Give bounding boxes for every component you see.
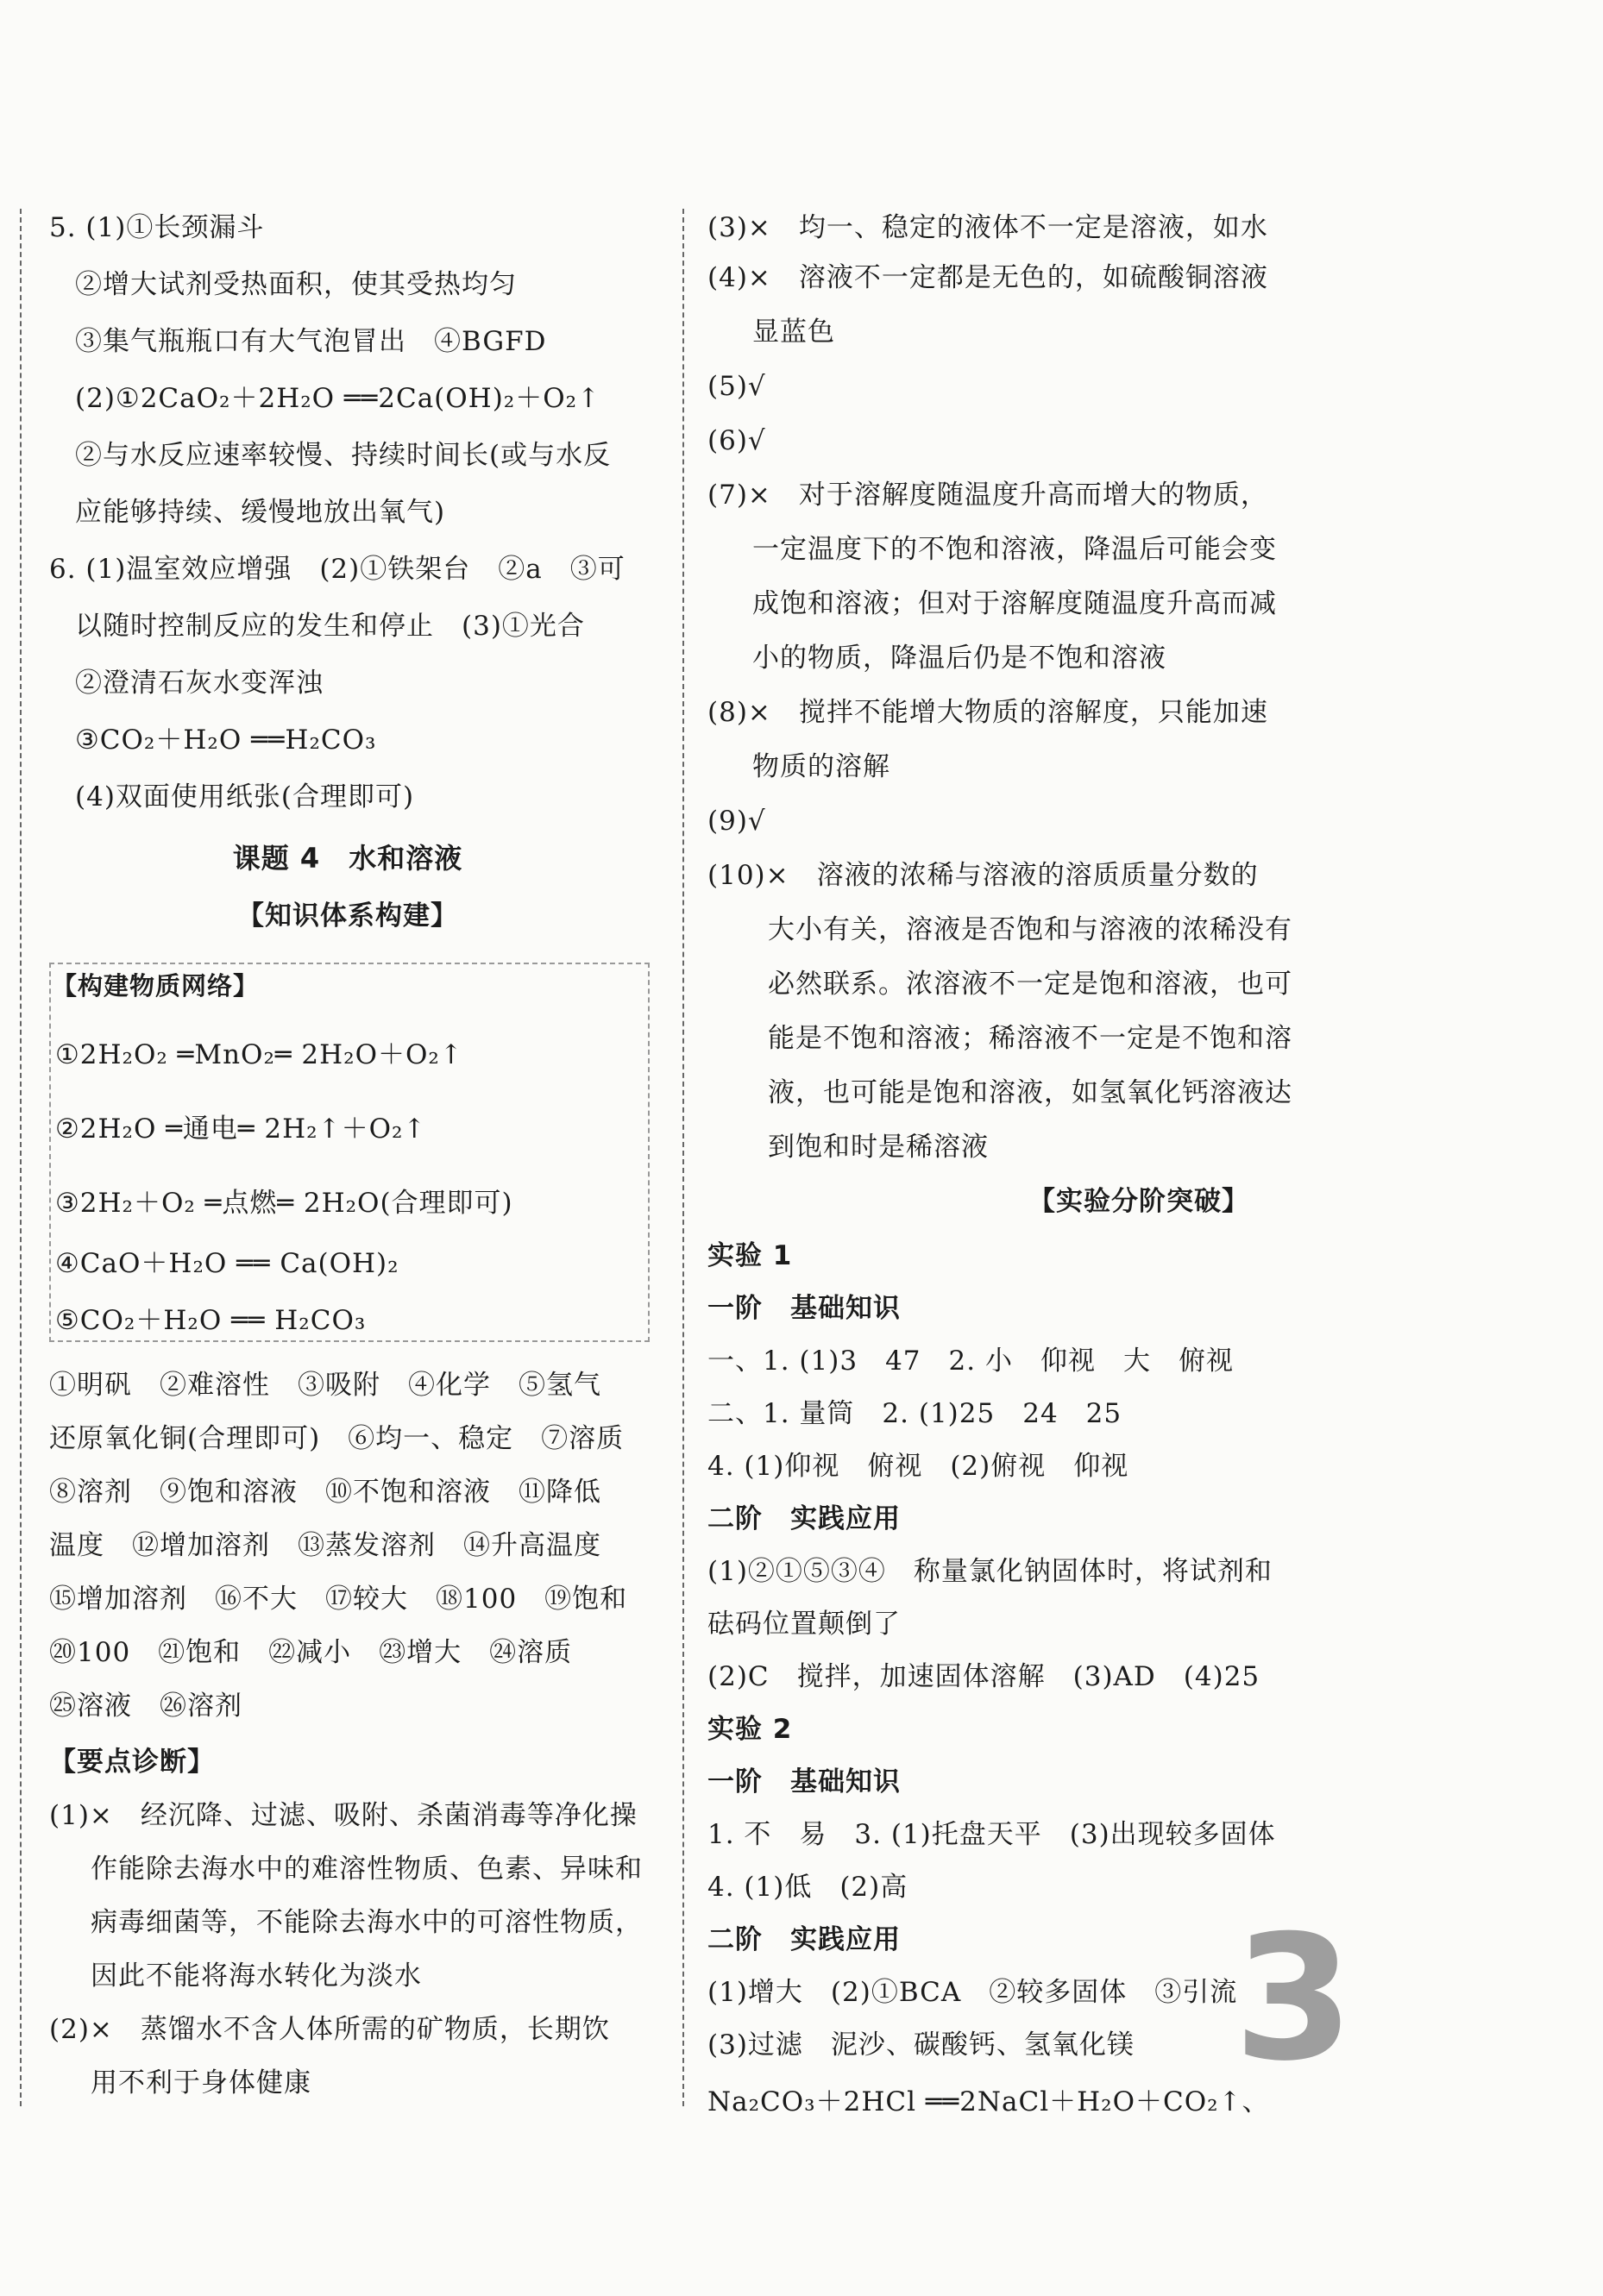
diagnosis-6: (6)√ <box>707 425 766 456</box>
diagnosis-10-line-1: (10)× 溶液的浓稀与溶液的溶质质量分数的 <box>707 860 1259 891</box>
q6-line-1: 6. (1)温室效应增强 (2)①铁架台 ②a ③可 <box>49 554 625 585</box>
diagnosis-1-line-1: (1)× 经沉降、过滤、吸附、杀菌消毒等净化操 <box>49 1800 638 1831</box>
equation-3: ③2H₂＋O₂ ═点燃═ 2H₂O(合理即可) <box>55 1188 513 1219</box>
answers-line-5: ⑮增加溶剂 ⑯不大 ⑰较大 ⑱100 ⑲饱和 <box>49 1584 628 1615</box>
experiment-1-line-5: 砝码位置颠倒了 <box>707 1609 901 1640</box>
equation-5: ⑤CO₂＋H₂O ══ H₂CO₃ <box>55 1305 367 1336</box>
network-title: 【构建物质网络】 <box>52 971 260 1001</box>
diagnosis-7-line-4: 小的物质，降温后仍是不饱和溶液 <box>752 643 1166 674</box>
diagnosis-1-line-2: 作能除去海水中的难溶性物质、色素、异味和 <box>91 1854 643 1885</box>
diagnosis-4-line-1: (4)× 溶液不一定都是无色的，如硫酸铜溶液 <box>707 262 1268 293</box>
q6-line-5: (4)双面使用纸张(合理即可) <box>75 781 415 812</box>
diagnosis-10-line-3: 必然联系。浓溶液不一定是饱和溶液，也可 <box>768 969 1292 1000</box>
q6-line-3: ②澄清石灰水变浑浊 <box>75 668 324 699</box>
diagnosis-9: (9)√ <box>707 806 766 837</box>
experiment-1-stage-2: 二阶 实践应用 <box>707 1503 901 1534</box>
answers-line-3: ⑧溶剂 ⑨饱和溶液 ⑩不饱和溶液 ⑪降低 <box>49 1477 601 1508</box>
experiment-1-stage-1: 一阶 基础知识 <box>707 1293 901 1324</box>
q6-line-2: 以随时控制反应的发生和停止 (3)①光合 <box>75 611 585 642</box>
right-column <box>682 0 1603 2296</box>
answers-line-1: ①明矾 ②难溶性 ③吸附 ④化学 ⑤氢气 <box>49 1370 601 1401</box>
experiment-1-line-3: 4. (1)仰视 俯视 (2)俯视 仰视 <box>707 1451 1129 1482</box>
experiment-1-line-1: 一、1. (1)3 47 2. 小 仰视 大 俯视 <box>707 1346 1234 1377</box>
answers-line-7: ㉕溶液 ㉖溶剂 <box>49 1691 242 1722</box>
q5-line-6: 应能够持续、缓慢地放出氧气) <box>75 497 446 528</box>
q5-line-2: ②增大试剂受热面积，使其受热均匀 <box>75 269 517 300</box>
equation-2: ②2H₂O ═通电═ 2H₂↑＋O₂↑ <box>55 1113 427 1145</box>
diagnosis-5: (5)√ <box>707 371 766 402</box>
experiment-2-line-5: Na₂CO₃＋2HCl ══2NaCl＋H₂O＋CO₂↑、 <box>707 2086 1270 2117</box>
experiment-1-line-2: 二、1. 量筒 2. (1)25 24 25 <box>707 1398 1122 1429</box>
experiment-2-line-3: (1)增大 (2)①BCA ②较多固体 ③引流 <box>707 1977 1238 2008</box>
experiment-1-line-4: (1)②①⑤③④ 称量氯化钠固体时，将试剂和 <box>707 1556 1273 1587</box>
q6-line-4: ③CO₂＋H₂O ══H₂CO₃ <box>75 725 377 756</box>
equation-4: ④CaO＋H₂O ══ Ca(OH)₂ <box>55 1248 399 1279</box>
q5-line-4: (2)①2CaO₂＋2H₂O ══2Ca(OH)₂＋O₂↑ <box>75 383 601 414</box>
diagnosis-7-line-1: (7)× 对于溶解度随温度升高而增大的物质， <box>707 480 1268 511</box>
experiment-2-line-4: (3)过滤 泥沙、碳酸钙、氢氧化镁 <box>707 2029 1135 2061</box>
diagnosis-2-line-1: (2)× 蒸馏水不含人体所需的矿物质，长期饮 <box>49 2014 610 2045</box>
diagnosis-1-line-3: 病毒细菌等，不能除去海水中的可溶性物质， <box>91 1907 643 1938</box>
q5-title: 5. (1)①长颈漏斗 <box>49 212 265 243</box>
diagnosis-title: 【要点诊断】 <box>49 1747 215 1778</box>
page-section-number: 3 <box>1234 1898 1355 2099</box>
answers-line-2: 还原氧化铜(合理即可) ⑥均一、稳定 ⑦溶质 <box>49 1423 625 1454</box>
experiment-2-title: 实验 2 <box>707 1714 793 1745</box>
diagnosis-3: (3)× 均一、稳定的液体不一定是溶液，如水 <box>707 212 1268 243</box>
experiment-2-line-2: 4. (1)低 (2)高 <box>707 1872 908 1903</box>
experiment-1-title: 实验 1 <box>707 1240 793 1271</box>
diagnosis-8-line-1: (8)× 搅拌不能增大物质的溶解度，只能加速 <box>707 697 1268 728</box>
diagnosis-2-line-2: 用不利于身体健康 <box>91 2067 311 2098</box>
experiment-2-stage-1: 一阶 基础知识 <box>707 1766 901 1797</box>
diagnosis-10-line-6: 到饱和时是稀溶液 <box>768 1132 989 1163</box>
equation-1: ①2H₂O₂ ═MnO₂═ 2H₂O＋O₂↑ <box>55 1039 463 1070</box>
left-column <box>0 0 682 2296</box>
diagnosis-10-line-2: 大小有关，溶液是否饱和与溶液的浓稀没有 <box>768 914 1292 945</box>
experiment-2-line-1: 1. 不 易 3. (1)托盘天平 (3)出现较多固体 <box>707 1819 1276 1850</box>
q5-line-3: ③集气瓶瓶口有大气泡冒出 ④BGFD <box>75 326 547 357</box>
diagnosis-4-line-2: 显蓝色 <box>752 317 835 348</box>
diagnosis-1-line-4: 因此不能将海水转化为淡水 <box>91 1960 422 1992</box>
diagnosis-7-line-2: 一定温度下的不饱和溶液，降温后可能会变 <box>752 534 1277 565</box>
experiment-1-line-6: (2)C 搅拌，加速固体溶解 (3)AD (4)25 <box>707 1661 1260 1692</box>
q5-line-5: ②与水反应速率较慢、持续时间长(或与水反 <box>75 440 612 471</box>
experiment-2-stage-2: 二阶 实践应用 <box>707 1924 901 1955</box>
answers-line-6: ⑳100 ㉑饱和 ㉒减小 ㉓增大 ㉔溶质 <box>49 1637 573 1668</box>
experiment-section-title: 【实验分阶突破】 <box>1028 1186 1249 1217</box>
answers-line-4: 温度 ⑫增加溶剂 ⑬蒸发溶剂 ⑭升高温度 <box>49 1530 601 1561</box>
diagnosis-10-line-5: 液，也可能是饱和溶液，如氢氧化钙溶液达 <box>768 1077 1292 1108</box>
diagnosis-7-line-3: 成饱和溶液；但对于溶解度随温度升高而减 <box>752 588 1277 619</box>
topic-title: 课题 4 水和溶液 <box>232 842 463 875</box>
knowledge-title: 【知识体系构建】 <box>237 900 458 932</box>
diagnosis-10-line-4: 能是不饱和溶液；稀溶液不一定是不饱和溶 <box>768 1023 1292 1054</box>
diagnosis-8-line-2: 物质的溶解 <box>752 751 890 782</box>
